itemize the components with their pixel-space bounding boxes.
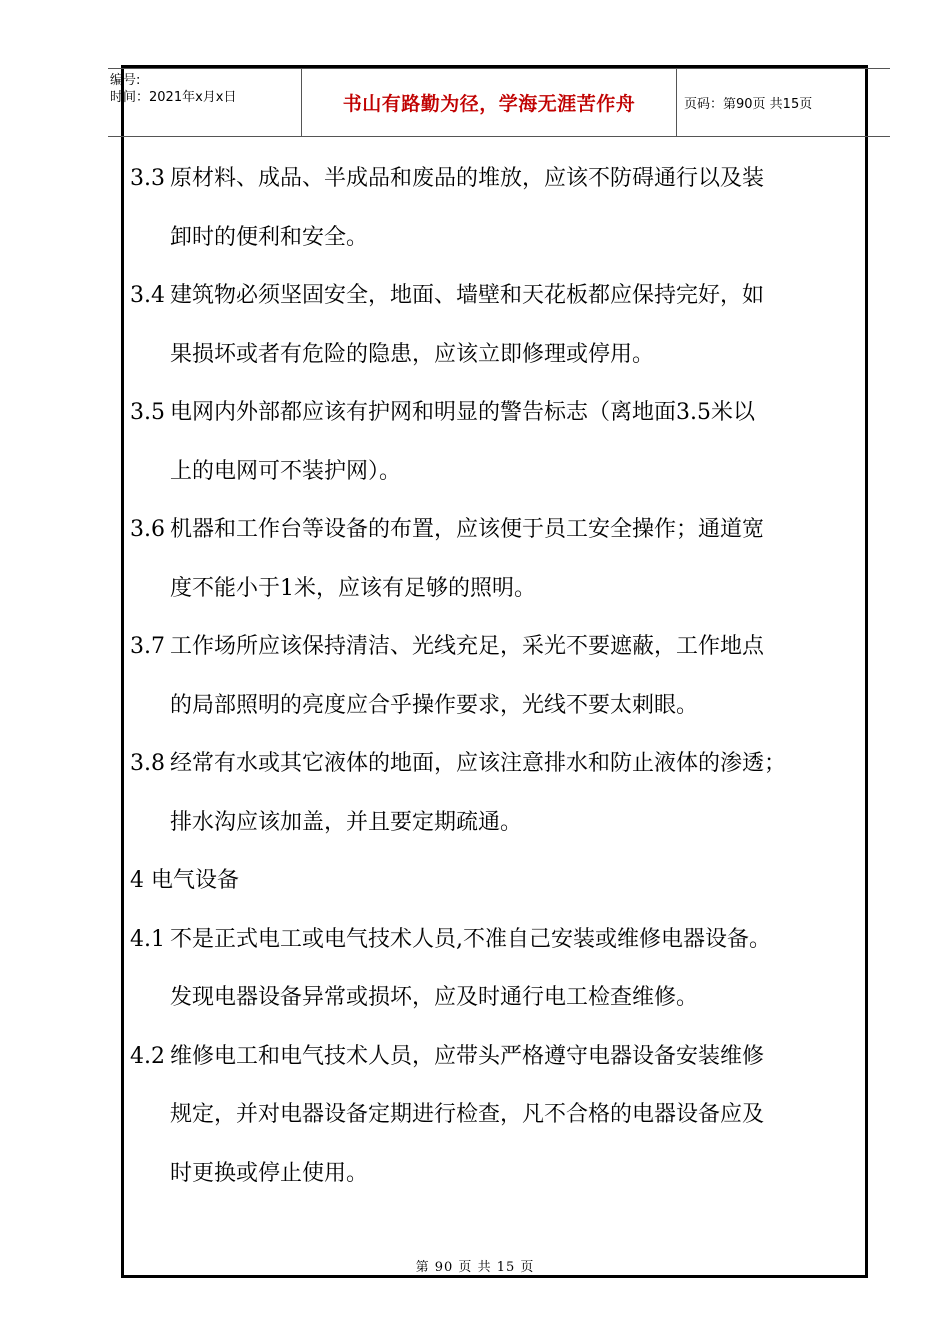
list-item <box>130 150 865 267</box>
list-item <box>130 911 865 1028</box>
item-number: 4.2 <box>130 1043 165 1069</box>
document-body <box>130 150 865 1203</box>
item-text-line: 维修电工和电气技术人员，应带头严格遵守电器设备安装维修 <box>170 1043 765 1069</box>
list-item <box>130 1028 865 1204</box>
list-item <box>130 384 865 501</box>
item-text-line: 排水沟应该加盖，并且要定期疏通。 <box>170 809 523 835</box>
section-4-items <box>130 911 865 1204</box>
section-4-heading: 4 电气设备 <box>130 868 239 893</box>
item-text-line: 机器和工作台等设备的布置，应该便于员工安全操作；通道宽 <box>170 517 765 542</box>
item-number: 3.3 <box>130 166 165 191</box>
list-item <box>130 501 865 618</box>
item-number: 3.4 <box>130 283 165 308</box>
document-number-label: 编号: <box>110 73 141 88</box>
item-text-line: 度不能小于1米，应该有足够的照明。 <box>170 575 536 601</box>
list-item <box>130 267 865 384</box>
item-text-line: 建筑物必须坚固安全，地面、墙壁和天花板都应保持完好，如 <box>170 283 765 308</box>
item-number: 4.1 <box>130 926 165 952</box>
item-text-line: 不是正式电工或电气技术人员,不准自己安装或维修电器设备。 <box>170 926 771 952</box>
item-number: 3.6 <box>130 517 165 542</box>
header-divider-right <box>676 68 677 136</box>
item-text-line: 卸时的便利和安全。 <box>170 224 369 250</box>
header-bottom-rule <box>108 136 890 137</box>
item-text-line: 经常有水或其它液体的地面，应该注意排水和防止液体的渗透； <box>170 751 787 776</box>
item-text-line: 电网内外部都应该有护网和明显的警告标志（离地面3.5米以 <box>170 400 755 425</box>
item-text-line: 上的电网可不装护网）。 <box>170 458 402 484</box>
header-motto: 书山有路勤为径，学海无涯苦作舟 <box>342 92 636 115</box>
item-text-line: 果损坏或者有危险的隐患，应该立即修理或停用。 <box>170 341 655 367</box>
item-number: 3.5 <box>130 400 165 425</box>
item-number: 3.8 <box>130 751 165 776</box>
list-item <box>130 618 865 735</box>
page-footer: 第 90 页 共 15 页 <box>415 1260 535 1275</box>
document-time-label: 时间：2021年x月x日 <box>110 90 237 105</box>
item-text-line: 发现电器设备异常或损坏，应及时通行电工检查维修。 <box>170 985 699 1010</box>
list-item <box>130 735 865 852</box>
section-3-items <box>130 150 865 852</box>
item-text-line: 原材料、成品、半成品和废品的堆放，应该不防碍通行以及装 <box>170 166 765 191</box>
item-text-line: 时更换或停止使用。 <box>170 1160 369 1186</box>
item-text-line: 规定，并对电器设备定期进行检查，凡不合格的电器设备应及 <box>170 1102 765 1127</box>
item-text-line: 的局部照明的亮度应合乎操作要求，光线不要太刺眼。 <box>170 692 699 718</box>
header-meta <box>110 72 236 106</box>
header-page-info: 页码：第90页 共15页 <box>684 96 813 112</box>
item-text-line: 工作场所应该保持清洁、光线充足，采光不要遮蔽，工作地点 <box>170 634 765 659</box>
item-number: 3.7 <box>130 634 165 659</box>
page-header <box>108 68 890 136</box>
